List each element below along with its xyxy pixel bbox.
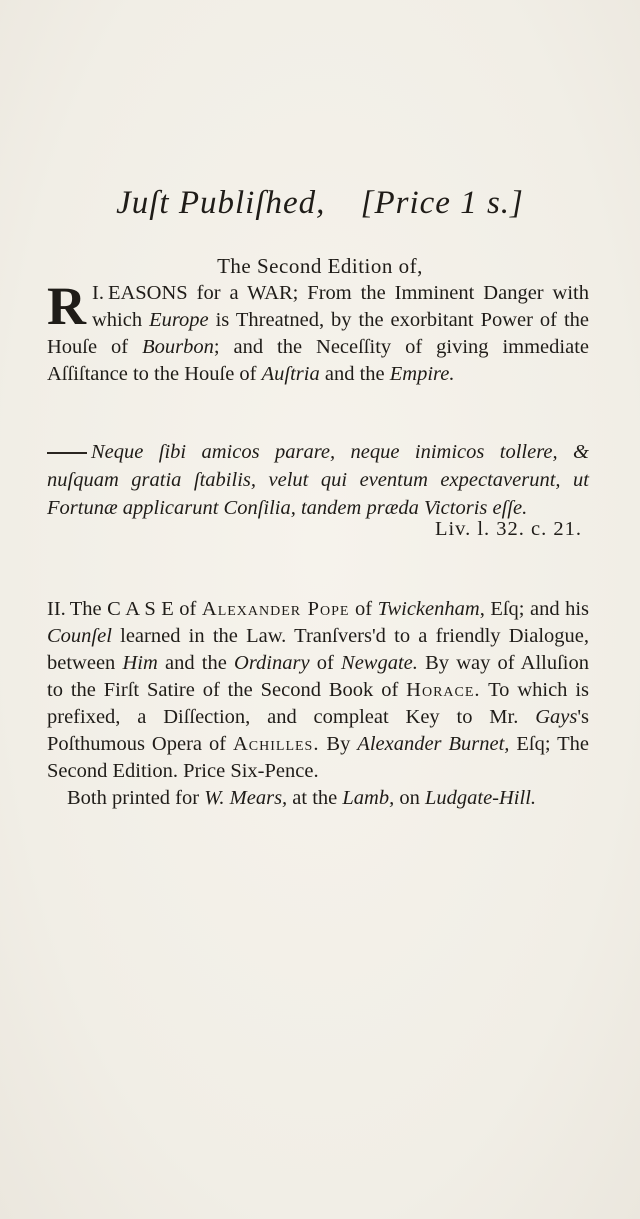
item-one-bourbon: Bourbon — [142, 336, 214, 358]
item-one-austria: Auſtria — [261, 363, 320, 385]
imprint-text: at the — [287, 787, 343, 809]
item-one-text: From the Imminent Danger with which — [92, 282, 589, 331]
imprint-sign: Lamb, — [342, 787, 395, 809]
item-two-achilles: Achilles. — [232, 733, 320, 755]
imprint-printer: W. Mears, — [204, 787, 288, 809]
item-one-title: EASONS for a WAR; — [107, 282, 299, 304]
imprint-location: Ludgate-Hill. — [424, 787, 537, 809]
imprint-text: on — [394, 787, 425, 809]
item-two-text: By way of Alluſion to the Firſt Satire of the Second Book of — [47, 652, 589, 701]
item-one — [47, 276, 589, 388]
item-one-text: is Threatned, by the exorbitant Power of the Houſe of — [47, 309, 589, 358]
item-two-text: learned in the Law. Tranſvers'd to a friendly Dialogue, between — [47, 625, 589, 674]
drop-cap: R — [47, 276, 86, 336]
item-two-burnet: Alexander Burnet, — [357, 733, 510, 755]
item-two-text: and the — [157, 652, 235, 674]
item-two-text: By — [319, 733, 358, 755]
item-two-counsel: Counſel — [47, 625, 112, 647]
item-two-author: Alexander Pope — [201, 598, 350, 620]
item-two-place: Twickenham — [377, 598, 480, 620]
item-two-number: II. — [47, 598, 66, 620]
item-two-text: The C A S E of — [69, 598, 202, 620]
item-two-text: Eſq; The Second Edition. Price Six-Pence. — [47, 733, 589, 782]
price-note: [Price 1 s.] — [360, 185, 524, 221]
item-one-text: and the — [319, 363, 390, 385]
item-two-text: , Eſq; and his — [479, 598, 590, 620]
item-two-newgate: Newgate. — [341, 652, 418, 674]
item-two-gay: Gays — [535, 706, 578, 728]
item-two-horace: Horace. — [406, 679, 481, 701]
imprint — [47, 785, 589, 812]
item-two-text: 's Poſthumous Opera of — [47, 706, 589, 755]
item-two-text: of — [349, 598, 378, 620]
item-two-text: of — [309, 652, 342, 674]
item-one-empire: Empire. — [389, 363, 455, 385]
published-heading: Juſt Publiſhed, — [116, 185, 326, 221]
quote-dash — [47, 452, 87, 454]
item-one-text: ; and the Neceſſity of giving immediate Aſſiſtance to the Houſe of — [47, 336, 589, 385]
edition-line: The Second Edition of, — [217, 254, 423, 278]
heading — [0, 185, 640, 222]
item-one-number: I. — [92, 282, 104, 304]
item-one-europe: Europe — [149, 309, 209, 331]
imprint-text: Both printed for — [67, 787, 205, 809]
quote-text: Neque ſibi amicos parare, neque inimicos tollere, & nuſquam gratia ſtabilis, velut qui eventum expectaverunt, ut Fortunæ applicarunt Conſilia, tandem præda Victoris eſſe. — [47, 441, 589, 519]
item-two-text: To which is prefixed, a Diſſection, and compleat Key to Mr. — [47, 679, 589, 728]
item-two — [47, 596, 589, 812]
latin-quote — [47, 438, 589, 522]
item-two-him: Him — [122, 652, 158, 674]
quote-citation: Liv. l. 32. c. 21. — [434, 518, 582, 540]
item-two-ordinary: Ordinary — [234, 652, 310, 674]
